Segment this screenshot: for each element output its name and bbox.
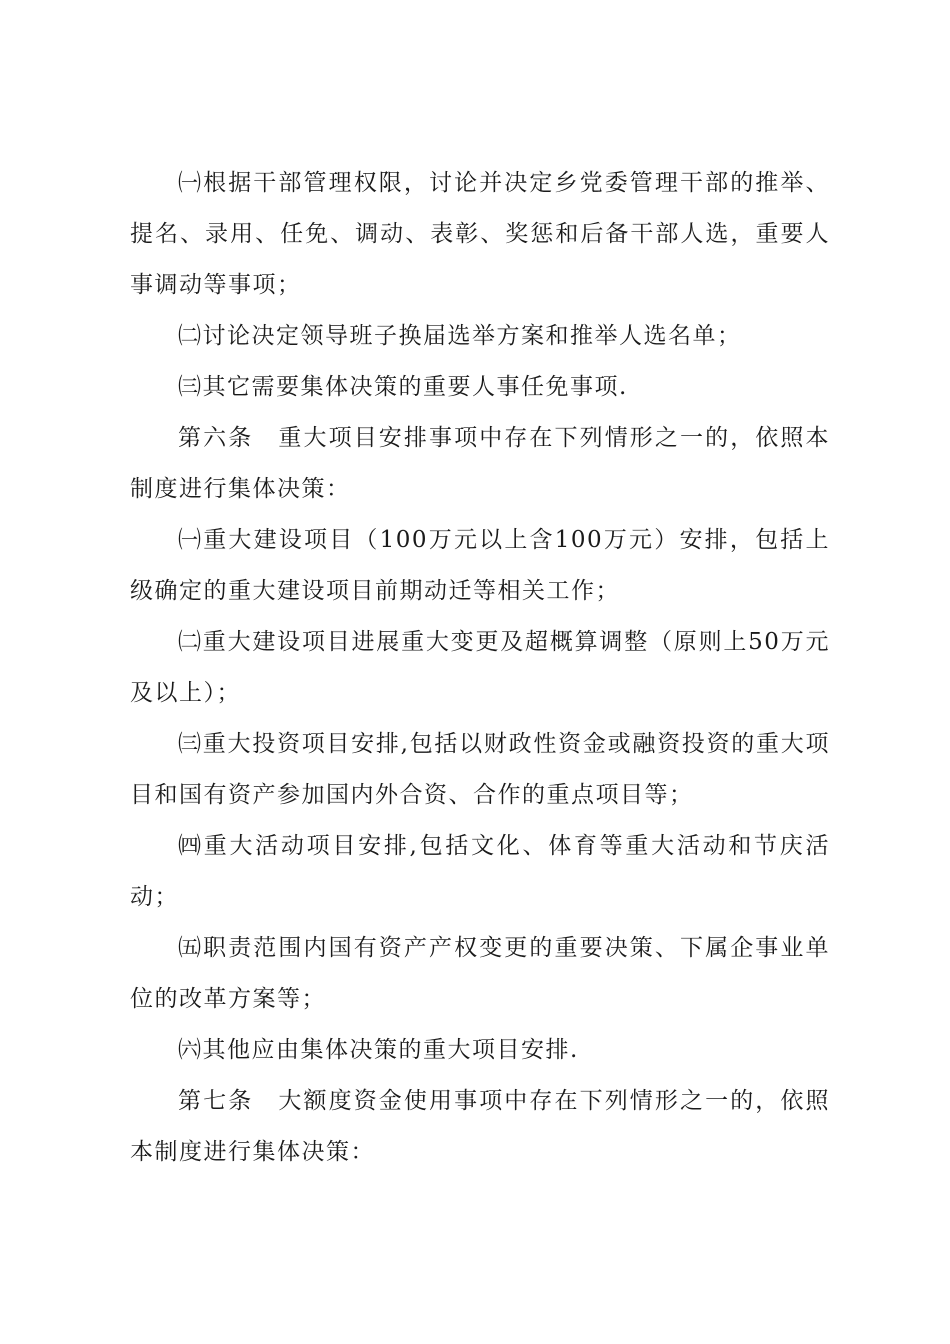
paragraph-other-projects: ㈥其他应由集体决策的重大项目安排.	[178, 1037, 579, 1063]
paragraph-personnel-election-plan: ㈡讨论决定领导班子换届选举方案和推举人选名单；	[178, 323, 742, 349]
paragraph-major-construction: ㈠重大建设项目（100万元以上含100万元）安排，包括上级确定的重大建设项目前期动迁等相关工作；	[130, 527, 830, 604]
document-body	[130, 158, 830, 1178]
article-6-heading: 第六条 重大项目安排事项中存在下列情形之一的，依照本制度进行集体决策：	[130, 425, 830, 502]
article-7-heading: 第七条 大额度资金使用事项中存在下列情形之一的，依照本制度进行集体决策：	[130, 1088, 830, 1165]
paragraph-asset-rights-change: ㈤职责范围内国有资产产权变更的重要决策、下属企事业单位的改革方案等；	[130, 935, 830, 1012]
paragraph-personnel-other: ㈢其它需要集体决策的重要人事任免事项.	[178, 374, 628, 400]
paragraph-major-investment: ㈢重大投资项目安排,包括以财政性资金或融资投资的重大项目和国有资产参加国内外合资、合作的重点项目等；	[130, 731, 830, 808]
paragraph-construction-change: ㈡重大建设项目进展重大变更及超概算调整（原则上50万元及以上）；	[130, 629, 830, 706]
paragraph-major-activity: ㈣重大活动项目安排,包括文化、体育等重大活动和节庆活动；	[130, 833, 830, 910]
paragraph-personnel-cadre-appointment: ㈠根据干部管理权限，讨论并决定乡党委管理干部的推举、提名、录用、任免、调动、表彰、奖惩和后备干部人选，重要人事调动等事项；	[130, 170, 830, 298]
